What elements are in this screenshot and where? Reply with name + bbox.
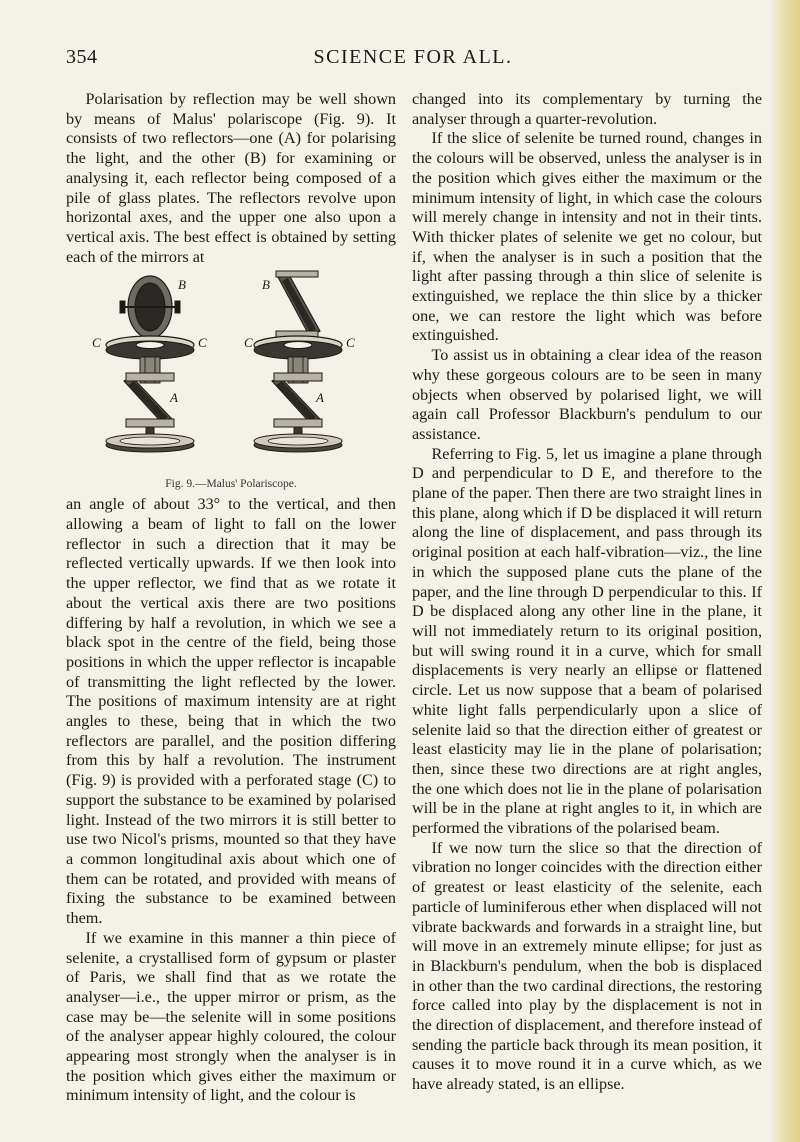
paragraph: If the slice of selenite be turned round, changes in the colours will be observed, unless the analyser is in the position which gives either the maximum or the minimum intensity of light, in which case the colours will merely change in intensity and not in their tints. With thicker plates of selenite we get no colour, but if, when the analyser is in such a position that the light after passing through a thin slice of selenite is extinguished, we replace the thin slice by a thicker one, we can restore the light which was before extinguished. (412, 129, 762, 345)
figure-label-b: B (178, 277, 186, 293)
figure-label-c: C (244, 335, 253, 351)
page-header (66, 46, 760, 76)
running-title: SCIENCE FOR ALL. (313, 46, 513, 68)
polariscope-illustration (66, 269, 396, 477)
paragraph: If we now turn the slice so that the direction of vibration no longer coincides with the direction either of greatest or least elasticity of the selenite, each particle of luminiferous ether when displaced will not vibrate backwards and forwards in a straight line, but will move in an extremely minute ellipse; for just as in Blackburn's pendulum, when the bob is displaced in other than the two cardinal directions, the restoring force called into play by the displacement is not in the direction of displacement, and therefore instead of sending the particle back through its mean position, it causes it to move round it in a curve which, as we have already stated, is an ellipse. (412, 838, 762, 1094)
paragraph: changed into its complementary by turning the analyser through a quarter-revolution. (412, 90, 762, 128)
right-column (412, 90, 762, 1095)
paragraph: Referring to Fig. 5, let us imagine a plane through D and perpendicular to D E, and therefore to the plane of the paper. Then there are two straight lines in this plane, along which if D be displaced it will return along the line of displacement, and pass through its original position at each half-vibration—viz., the line in which the supposed plane cuts the plane of the paper, and the line through D perpendicular to this. If D be displaced along any other line in the plane, it will not immediately return to its original position, but will swing round it in a curve, which for small displacements is very nearly an ellipse or flattened circle. Let us now suppose that a beam of polarised white light falls perpendicularly upon a slice of selenite laid so that the direction either of greatest or least elasticity may lie in the plane of polarisation; then, since these two directions are at right angles, the one which does not lie in the plane of polarisation will be in the plane at right angles to it, in which are performed the vibrations of the polarised beam. (412, 444, 762, 838)
polariscope-right-view (254, 271, 342, 452)
paragraph: To assist us in obtaining a clear idea of the reason why these gorgeous colours are to be seen in many objects when observed by polarised light, we will again call Professor Blackburn's pendulum to our assistance. (412, 346, 762, 443)
figure-label-c: C (92, 335, 101, 351)
paragraph: Polarisation by reflection may be well shown by means of Malus' polariscope (Fig. 9). It consists of two reflectors—one (A) for polarising the light, and the other (B) for examining or analysing it, each reflector being composed of a pile of glass plates. The reflectors revolve upon horizontal axes, and the upper one also upon a vertical axis. The best effect is obtained by setting each of the mirrors at (66, 90, 396, 266)
figure-label-a: A (316, 390, 324, 406)
page-edge-tint (770, 0, 800, 1142)
figure-label-a: A (170, 390, 178, 406)
figure-label-c: C (346, 335, 355, 351)
paragraph: If we examine in this manner a thin piece of selenite, a crystallised form of gypsum or plaster of Paris, we shall find that as we rotate the analyser—i.e., the upper mirror or prism, as the case may be—the selenite will in some positions of the analyser appear highly coloured, the colour appearing most strongly when the analyser is in the position which gives either the maximum or minimum intensity of light, and the colour is (66, 928, 396, 1105)
page-number: 354 (66, 46, 98, 68)
polariscope-left-view (106, 276, 194, 452)
figure-label-b: B (262, 277, 270, 293)
left-column (66, 90, 396, 1106)
paragraph: an angle of about 33° to the vertical, and then allowing a beam of light to fall on the lower reflector in such a direction that it may be reflected vertically upwards. If we then look into the upper reflector, we find that as we rotate it about the vertical axis there are two positions differing by half a revolution, in which we see a black spot in the centre of the field, being those positions in which the upper reflector is incapable of transmitting the light reflected by the lower. The positions of maximum intensity are at right angles to these, being that in which the two reflectors are parallel, and the position differing from this by half a revolution. The instrument (Fig. 9) is provided with a perforated stage (C) to support the substance to be examined by polarised light. Instead of the two mirrors it is still better to use two Nicol's prisms, mounted so that they have a common longitudinal axis about which one of them can be rotated, and provided with means of fixing the substance to be examined between them. (66, 495, 396, 928)
figure-caption: Fig. 9.—Malus' Polariscope. (165, 478, 297, 491)
figure-polariscope (66, 269, 396, 491)
figure-label-c: C (198, 335, 207, 351)
